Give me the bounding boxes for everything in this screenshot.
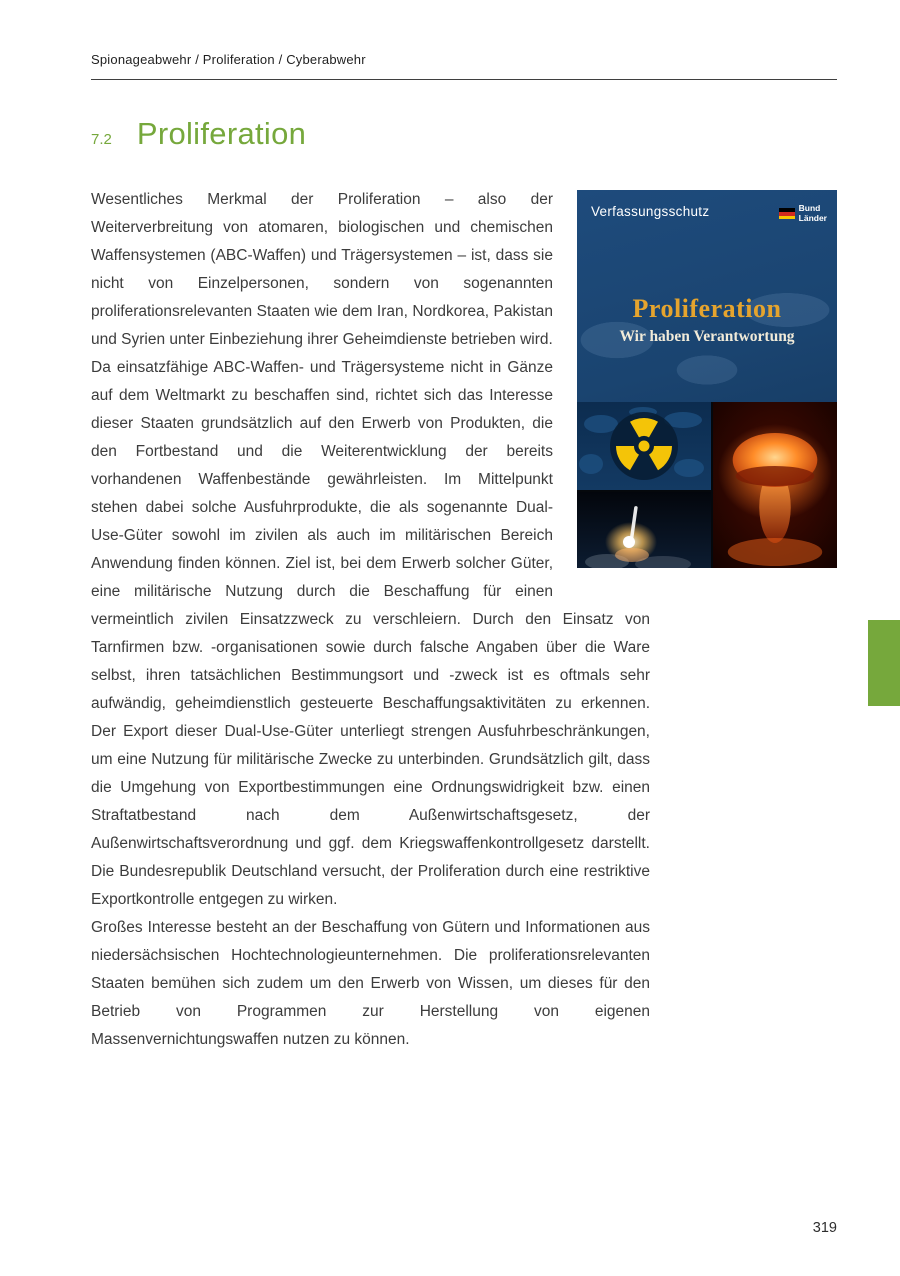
- chapter-edge-tab: [868, 620, 900, 706]
- bund-laender-logo: [779, 204, 827, 224]
- brochure-title: Proliferation: [632, 294, 782, 323]
- rocket-launch-image: [577, 492, 711, 568]
- brochure-image-collage: [577, 402, 837, 568]
- brochure-header: [591, 204, 827, 224]
- section-number: 7.2: [91, 131, 112, 148]
- body-paragraph: Wesentliches Merkmal der Proliferation – also der Weiterverbreitung von atomaren, biologischen und chemischen Waffensystemen (ABC-Waffen) und Trägersystemen – ist, dass sie nicht von Einzelpersonen, sondern von sogenannten proliferationsrelevanten Staaten wie dem Iran, Nordkorea, Pakistan und Syrien unter Einbeziehung ihrer Geheimdienste betrieben wird.: [91, 191, 553, 348]
- section-title: Proliferation: [136, 116, 307, 151]
- logo-line-laender: Länder: [798, 212, 827, 223]
- radiation-symbol-image: [577, 402, 711, 490]
- body-paragraph: Großes Interesse besteht an der Beschaffung von Gütern und Informationen aus niedersächsischen Hochtechnologieunternehmen. Die proliferationsrelevanten Staaten bemühen sich zudem um den Erwerb von Wissen, um dieses für den Betrieb von Programmen zur Herstellung von eigenen Massenvernichtungswaffen nutzen zu können.: [91, 919, 650, 1048]
- body-paragraph: Da einsatzfähige ABC-Waffen- und Trägersysteme nicht in Gänze auf dem Weltmarkt zu beschaffen sind, richtet sich das Interesse dieser Staaten grundsätzlich auf den Erwerb von Produkten, die den Fortbestand und die Weiterentwicklung der bereits vorhandenen Waffenbestände gewährleisten. Im Mittelpunkt stehen dabei solche Ausfuhrprodukte, die als sogenannte Dual-Use-Güter sowohl im zivilen als auch im militärischen Bereich Anwendung finden können. Ziel ist, bei dem Erwerb solcher Güter, eine militärische Nutzung durch die Beschaffung für einen vermeintlich zivilen Einsatzzweck zu verschleiern. Durch den Einsatz von Tarnfirmen bzw. -organisationen sowie durch falsche Angaben über die Ware selbst, ihren tatsächlichen Bestimmungsort und -zweck ist es oftmals sehr aufwändig, geheimdienstlich gesteuerte Beschaffungsaktivitäten zu erkennen. Der Export dieser Dual-Use-Güter unterliegt strengen Ausfuhrbeschränkungen, um eine Nutzung für militärische Zwecke zu unterbinden. Grundsätzlich gilt, dass die Umgehung von Exportbestimmungen eine Ordnungswidrigkeit bzw. einen Straftatbestand nach dem Außenwirtschaftsgesetz, der Außenwirtschaftsverordnung und ggf. dem Kriegswaffenkontrollgesetz darstellt. Die Bundesrepublik Deutschland versucht, der Proliferation durch eine restriktive Exportkontrolle entgegen zu wirken.: [91, 359, 650, 908]
- article-body: [91, 186, 650, 1054]
- german-flag-icon: [779, 208, 795, 219]
- section-heading: [91, 116, 306, 152]
- mushroom-cloud-image: [713, 402, 837, 568]
- logo-line-bund: Bund: [798, 203, 821, 213]
- publisher-label: Verfassungsschutz: [591, 204, 710, 219]
- brochure-subtitle: Wir haben Verantwortung: [619, 328, 795, 345]
- bund-laender-label: [799, 204, 827, 224]
- brochure-cover: [577, 190, 837, 568]
- running-header: Spionageabwehr / Proliferation / Cyberabwehr: [91, 52, 837, 80]
- page-number: 319: [812, 1220, 837, 1236]
